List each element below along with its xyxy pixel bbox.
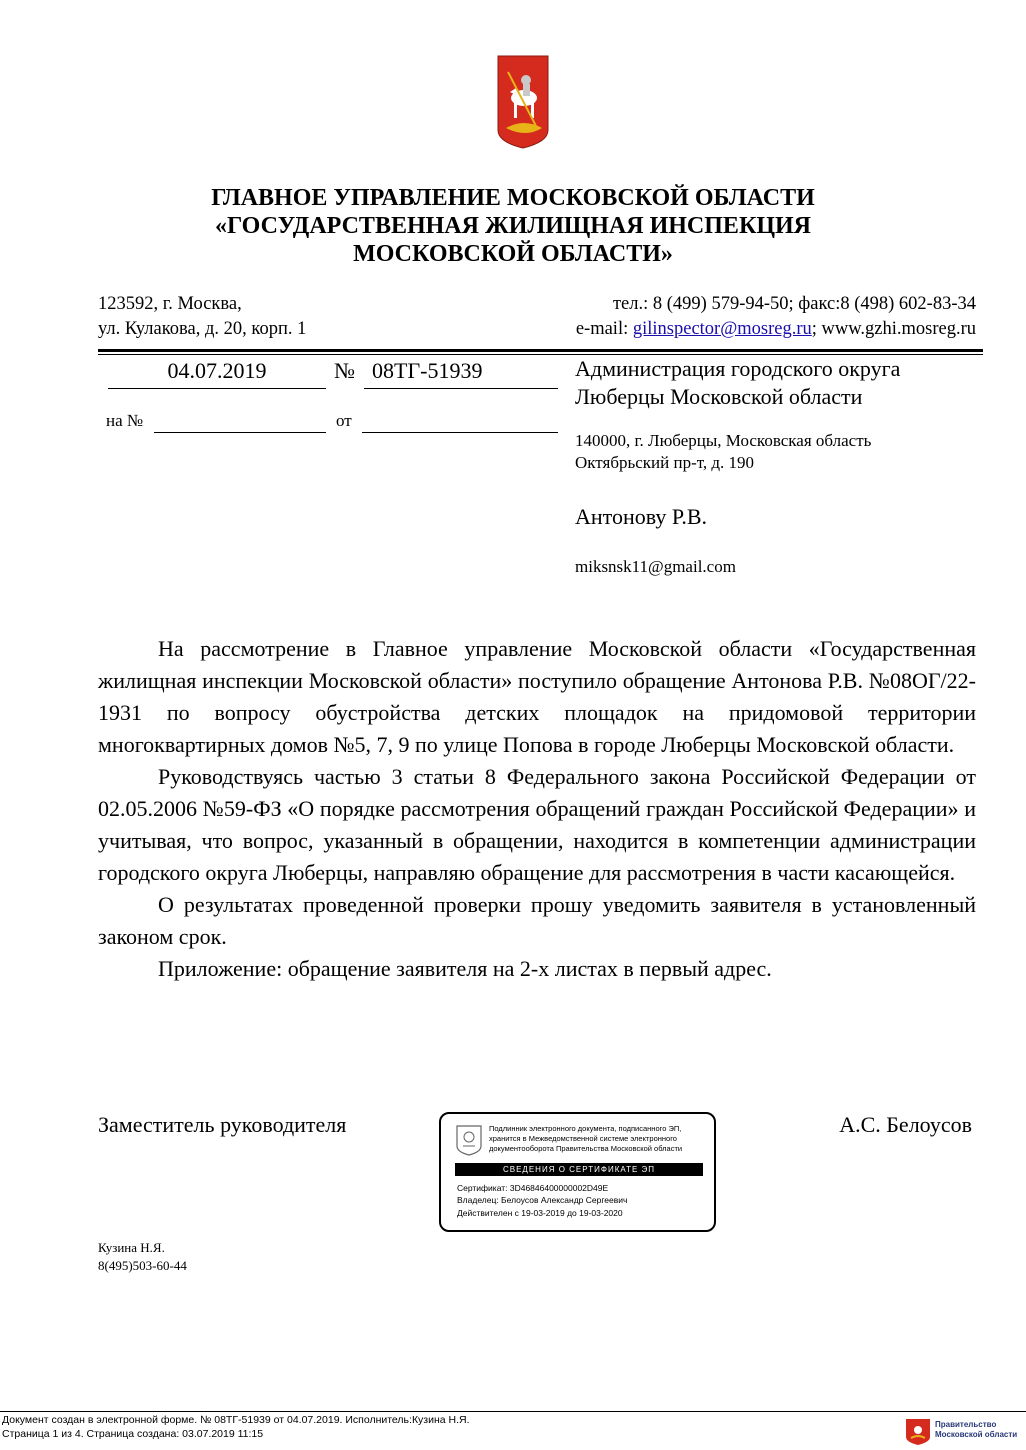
org-title-line2: «ГОСУДАРСТВЕННАЯ ЖИЛИЩНАЯ ИНСПЕКЦИЯ [214,213,812,239]
recipient-org-line2: Люберцы Московской области [575,384,863,409]
government-logo-icon [905,1418,931,1446]
stamp-validity: Действителен с 19-03-2019 до 19-03-2020 [457,1208,623,1218]
org-title-line1: ГЛАВНОЕ УПРАВЛЕНИЕ МОСКОВСКОЙ ОБЛАСТИ [211,185,815,211]
recipient-person: Антонову Р.В. [575,504,708,529]
stamp-certificate: Сертификат: 3D46846400000002D49E [457,1183,609,1193]
coat-of-arms-icon [455,1124,483,1156]
signatory-name: А.С. Белоусов [839,1112,972,1137]
government-logo-text [935,1420,1017,1440]
stamp-header [489,1124,709,1154]
sender-address-line1: 123592, г. Москва, [98,294,242,314]
gov-text-line1: Правительство [935,1420,997,1429]
org-title-line3: МОСКОВСКОЙ ОБЛАСТИ» [353,241,673,267]
number-underline [364,388,558,389]
header-divider [98,349,983,352]
signatory-position: Заместитель руководителя [98,1112,347,1137]
recipient-org-line1: Администрация городского округа [575,356,901,381]
letter-body [98,633,976,985]
email-label: e-mail: [575,319,633,339]
recipient-address-line2: Октябрьский пр-т, д. 190 [575,453,755,472]
body-paragraph-2: Руководствуясь частью 3 статьи 8 Федерального закона Российской Федерации от 02.05.2006 №59-ФЗ «О порядке рассмотрения обращений граждан Российской Федерации» и учитывая, что вопрос, указанный в обращении, находится в компетенции администрации городского округа Люберцы, направляю обращение для рассмотрения в части касающейся. [98,764,976,885]
body-attachment-note: Приложение: обращение заявителя на 2-х листах в первый адрес. [158,956,772,981]
footer-divider [0,1411,1026,1412]
footer-line2: Страница 1 из 4. Страница создана: 03.07.2019 11:15 [2,1428,264,1440]
ref-date-field [362,432,558,433]
email-link[interactable]: gilinspector@mosreg.ru [632,319,812,339]
gov-text-line2: Московской области [935,1430,1018,1439]
body-paragraph-3: О результатах проведенной проверки прошу уведомить заявителя в установленный законом срок. [98,892,976,949]
stamp-owner: Владелец: Белоусов Александр Сергеевич [457,1195,628,1205]
recipient-address-line1: 140000, г. Люберцы, Московская область [575,431,872,450]
executor-phone: 8(495)503-60-44 [98,1258,187,1273]
body-paragraph-1: На рассмотрение в Главное управление Московской области «Государственная жилищная инспекции Московской области» поступило обращение Антонова Р.В. №08ОГ/22-1931 по вопросу обустройства детских площадок на придомовой территории многоквартирных домов №5, 7, 9 по улице Попова в городе Люберцы Московской области. [98,636,976,757]
registration-number-label: № [334,358,355,383]
moscow-oblast-emblem-icon [496,52,550,150]
recipient-email: miksnsk11@gmail.com [575,557,736,576]
stamp-title-bar: СВЕДЕНИЯ О СЕРТИФИКАТЕ ЭП [455,1163,703,1176]
stamp-header-line3: документооборота Правительства Московской области [489,1144,683,1153]
ref-date-label: от [336,411,352,430]
stamp-header-line2: хранится в Межведомственной системе электронного [489,1134,677,1143]
date-underline [108,388,326,389]
registration-date: 04.07.2019 [167,358,267,383]
footer-line1: Документ создан в электронной форме. № 08ТГ-51939 от 04.07.2019. Исполнитель:Кузина Н.Я. [2,1414,470,1426]
ref-number-label: на № [106,411,144,430]
website: ; www.gzhi.mosreg.ru [811,319,976,339]
sender-phone: тел.: 8 (499) 579-94-50; факс:8 (498) 602-83-34 [612,294,976,314]
e-signature-stamp [439,1112,716,1232]
registration-number: 08ТГ-51939 [372,358,483,383]
sender-address-line2: ул. Кулакова, д. 20, корп. 1 [98,319,307,339]
sender-contacts [576,317,976,342]
stamp-header-line1: Подлинник электронного документа, подписанного ЭП, [489,1124,682,1133]
executor-name: Кузина Н.Я. [98,1240,165,1255]
ref-number-field [154,432,326,433]
